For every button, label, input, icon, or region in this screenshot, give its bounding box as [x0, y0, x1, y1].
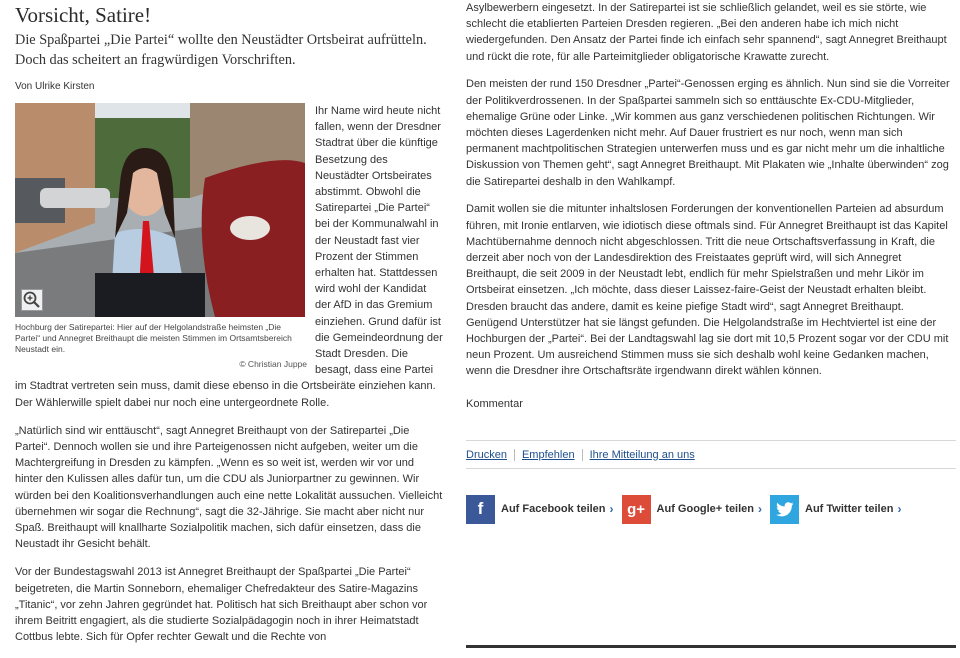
- divider: [466, 468, 956, 469]
- separator: [514, 449, 515, 461]
- facebook-icon: [466, 495, 495, 524]
- share-buttons: [466, 495, 956, 524]
- send-message-link[interactable]: Ihre Mitteilung an uns: [589, 448, 695, 461]
- image-caption: Hochburg der Satirepartei: Hier auf der Helgolandstraße heimsten „Die Partei“ und Annegret Breithaupt die meisten Stimmen im Ortsamtsbereich Neustadt ein.: [15, 322, 292, 354]
- twitter-share-label: Auf Twitter teilen: [805, 503, 894, 516]
- google-share-button[interactable]: [622, 495, 762, 524]
- article-photo[interactable]: [15, 103, 305, 317]
- facebook-glyph: f: [477, 499, 484, 519]
- google-plus-icon: [622, 495, 651, 524]
- separator: [582, 449, 583, 461]
- article-author: Von Ulrike Kirsten: [15, 81, 95, 92]
- article-subtitle: Die Spaßpartei „Die Partei“ wollte den Neustädter Ortsbeirat aufrütteln. Doch das scheitert an fragwürdigen Vorschriften.: [15, 32, 427, 68]
- magnifier-plus-icon: [22, 290, 42, 310]
- google-plus-glyph: g+: [627, 500, 645, 518]
- image-credit: © Christian Juppe: [239, 359, 307, 369]
- street-photo-illustration: [15, 103, 305, 317]
- chevron-right-icon: ›: [758, 502, 763, 517]
- chevron-right-icon: ›: [897, 502, 902, 517]
- article-headline: Vorsicht, Satire!: [15, 3, 152, 27]
- facebook-share-button[interactable]: [466, 495, 614, 524]
- article-paragraph: Ihr Name wird heute nicht fallen, wenn der Dresdner Stadtrat über die künftige Besetzung des Neustädter Ortsbeirates abstimmt. Obwohl die Satirepartei „Die Partei“ bei der Kommunalwahl in der Neustadt fast vier Prozent der Stimmen erhalten hat. Stattdessen wird wohl der Kandidat der AfD in das Gremium einziehen. Grund dafür ist die Gemeindeordnung der Stadt Dresden. Die besagt, dass eine Partei im Stadtrat vertreten sein muss, damit diese ebenso in die Ortsbeiräte einziehen kann. Der Wählerwille spielt dabei nur noch eine untergeordnete Rolle.: [15, 105, 443, 409]
- twitter-bird-icon: [776, 502, 794, 517]
- article-paragraph: Damit wollen sie die mitunter inhaltslosen Forderungen der konventionellen Parteien ad absurdum führen, mit Ironie entlarven, wie idiotisch diese oftmals sind. Für Annegret Breithaupt ist das Kapitel Machtübernahme dennoch nicht abgeschlossen. Tritt die neue Ortschaftsverfassung in Kraft, die derzeit aber noch von der Landesdirektion des Freistaates geprüft wird, will sich Annegret Breithaupt, die seit 2009 in der Neustadt lebt, endlich für mehr Spielstraßen und mehr Likör im Ortsbeirat einsetzen. „Ich möchte, dass dieser Laissez-faire-Geist der Neustadt erhalten bleibt. Dresden braucht das andere, damit es keine piefige Stadt wird“, sagt Annegret Breithaupt. Genügend Unterstützer hat sie längst gefunden. Die Helgolandstraße im Hechtviertel ist eine der Hochburgen der „Partei“. Bei der Landtagswahl lag sie dort mit 10,5 Prozent sogar vor der CDU mit neun Prozent. Um ausreichend Stimmen muss sie sich deshalb wohl keine Gedanken machen, wenn die Dresdner ihre Ortschaftsräte irgendwann direkt wählen können.: [466, 203, 949, 378]
- print-link[interactable]: Drucken: [466, 448, 507, 461]
- article-paragraph: Asylbewerbern eingesetzt. In der Satirepartei ist sie schließlich gelandet, weil es sie störte, wie schlecht die etablierten Parteien Dresden regieren. „Bei den anderen habe ich mich nicht wiedergefunden. Den Ansatz der Partei finde ich einfach sehr spannend“, sagt Annegret Breithaupt und rückt die rote, für alle Parteimitglieder obligatorische Krawatte zurecht.: [466, 2, 947, 63]
- google-share-label: Auf Google+ teilen: [656, 503, 755, 516]
- article-paragraph: Vor der Bundestagswahl 2013 ist Annegret Breithaupt der Spaßpartei „Die Partei“ beigetreten, die Martin Sonneborn, ehemaliger Chefredakteur des Satire-Magazins „Titanic“, vor zehn Jahren gegründet hat. Politisch hat sich Breithaupt aber schon vor ihrem Beitritt engagiert, als die studierte Sozialpädagogin noch in ihrer Heimatstadt Cottbus lebte. Sich für Opfer rechter Gewalt und die Rechte von: [15, 566, 428, 644]
- article-paragraph: „Natürlich sind wir enttäuscht“, sagt Annegret Breithaupt von der Satirepartei „Die Partei“. Dennoch wollen sie und ihre Parteigenossen nicht aufgeben, weiter um die Machtergreifung in Dresden zu kämpfen. „Wenn es so weit ist, werden wir vor und hinter den Kulissen alles dafür tun, um die CDU als Juniorpartner zu gewinnen. Wir würden bei den Koalitionsverhandlungen auch eine nette Lokalität aussuchen. Vielleicht übernehmen wir sogar die Rechnung“, sagt die 32-Jährige. Sie macht aber nicht nur Spaß. Breithaupt will knallharte Sozialpolitik machen, sich dafür einsetzen, dass die Neustadt ihr Gesicht behält.: [15, 424, 443, 551]
- article-left-column: [15, 0, 443, 658]
- facebook-share-label: Auf Facebook teilen: [501, 503, 606, 516]
- zoom-button[interactable]: [21, 289, 43, 311]
- recommend-link[interactable]: Empfehlen: [521, 448, 575, 461]
- twitter-share-button[interactable]: [770, 495, 901, 524]
- twitter-icon: [770, 495, 799, 524]
- article-right-column: [466, 0, 956, 524]
- article-paragraph: Den meisten der rund 150 Dresdner „Partei“-Genossen erging es ähnlich. Nun sind sie die Vorreiter der Politikverdrossenen. In der Spaßpartei sammeln sich so enttäuschte Ex-CDU-Mitglieder, ehemalige Grüne oder Linke. „Wir kommen aus ganz verschiedenen politischen Richtungen. Wir möchten dieses Lagerdenken nicht mehr. Auf Dauer frustriert es nur noch, wenn man sich permanent machtpolitischen Strategien unterwerfen muss und es gar nicht mehr um die inhaltliche Diskussion von Themen geht“, sagt Annegret Breithaupt. Mit Plakaten wie „Inhalte überwinden“ zog die Satirepartei deshalb in den Wahlkampf.: [466, 78, 950, 188]
- chevron-right-icon: ›: [609, 502, 614, 517]
- comment-label: Kommentar: [466, 397, 523, 410]
- article-actions: [466, 441, 956, 468]
- article-figure: [15, 103, 307, 369]
